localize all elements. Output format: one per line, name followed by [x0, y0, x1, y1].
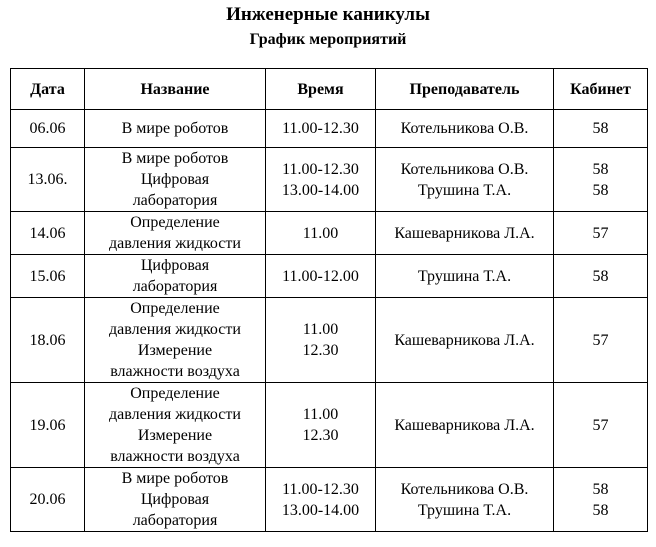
cell-name [85, 148, 266, 212]
cell-date: 15.06 [11, 255, 85, 298]
cell-name-line: Определение [130, 300, 220, 317]
cell-time [266, 255, 376, 298]
cell-room [554, 148, 648, 212]
table-row [11, 255, 648, 298]
cell-room-line: 58 [592, 120, 609, 137]
cell-teacher-line: Кашеварникова Л.А. [394, 224, 535, 242]
cell-name-line: влажности воздуха [110, 448, 240, 465]
cell-name-line: давления жидкости [109, 321, 241, 338]
cell-name-line: Цифровая [140, 257, 210, 274]
cell-name-line: лаборатория [132, 192, 218, 209]
cell-name-line: влажности воздуха [110, 363, 240, 380]
cell-name-line: Измерение [137, 342, 213, 359]
column-header-time: Время [266, 69, 376, 110]
cell-teacher [376, 383, 554, 468]
cell-name-line: давления жидкости [109, 235, 241, 252]
table-row [11, 298, 648, 383]
cell-name [85, 212, 266, 255]
cell-room-line: 57 [592, 416, 609, 434]
cell-name [85, 255, 266, 298]
cell-time-line: 12.30 [302, 342, 339, 359]
cell-room-line: 57 [592, 224, 609, 242]
cell-name-line: В мире роботов [121, 470, 229, 487]
cell-teacher [376, 298, 554, 383]
cell-date: 06.06 [11, 110, 85, 148]
cell-name [85, 468, 266, 532]
cell-room-line: 58 [592, 181, 609, 199]
cell-teacher-line: Кашеварникова Л.А. [394, 331, 535, 349]
cell-date: 20.06 [11, 468, 85, 532]
cell-room-line: 58 [592, 501, 609, 519]
column-header-room: Кабинет [554, 69, 648, 110]
cell-name-line: В мире роботов [121, 150, 229, 167]
cell-teacher-line: Котельникова О.В. [400, 160, 529, 178]
cell-time [266, 468, 376, 532]
cell-time [266, 110, 376, 148]
table-row [11, 468, 648, 532]
cell-name [85, 298, 266, 383]
cell-room-line: 58 [592, 160, 609, 178]
table-row [11, 148, 648, 212]
cell-date: 19.06 [11, 383, 85, 468]
cell-time [266, 298, 376, 383]
cell-name-line: лаборатория [132, 278, 218, 295]
cell-date: 14.06 [11, 212, 85, 255]
cell-time [266, 212, 376, 255]
cell-name-line: давления жидкости [109, 406, 241, 423]
cell-date: 18.06 [11, 298, 85, 383]
cell-teacher-line: Котельникова О.В. [400, 120, 529, 137]
cell-teacher-line: Трушина Т.А. [417, 267, 512, 285]
cell-name-line: Цифровая [140, 171, 210, 188]
cell-name-line: лаборатория [132, 512, 218, 529]
table-row [11, 383, 648, 468]
document-title: Инженерные каникулы [226, 4, 430, 25]
cell-teacher [376, 110, 554, 148]
cell-time-line: 11.00-12.30 [282, 160, 359, 178]
table-row [11, 110, 648, 148]
cell-teacher-line: Кашеварникова Л.А. [394, 416, 535, 434]
column-header-date: Дата [11, 69, 85, 110]
cell-name-line: Определение [130, 385, 220, 402]
cell-time-line: 11.00-12.00 [282, 267, 359, 285]
cell-time-line: 12.30 [302, 427, 339, 444]
cell-time-line: 13.00-14.00 [281, 181, 360, 199]
column-header-teacher: Преподаватель [376, 69, 554, 110]
cell-teacher [376, 148, 554, 212]
cell-room-line: 57 [592, 331, 609, 349]
cell-teacher-line: Котельникова О.В. [400, 480, 529, 498]
cell-time-line: 11.00 [302, 321, 339, 338]
cell-teacher-line: Трушина Т.А. [417, 501, 512, 519]
cell-room [554, 468, 648, 532]
table-header-row [11, 69, 648, 110]
cell-time-line: 11.00-12.30 [282, 120, 359, 137]
cell-room-line: 58 [592, 267, 609, 285]
cell-time-line: 11.00 [302, 224, 339, 242]
cell-teacher [376, 468, 554, 532]
cell-time-line: 13.00-14.00 [281, 501, 360, 519]
cell-teacher [376, 255, 554, 298]
cell-room [554, 212, 648, 255]
cell-teacher [376, 212, 554, 255]
document-subtitle: График мероприятий [249, 31, 407, 48]
cell-date: 13.06. [11, 148, 85, 212]
cell-name [85, 383, 266, 468]
cell-time [266, 148, 376, 212]
schedule-table [10, 68, 648, 532]
cell-name-line: Цифровая [140, 491, 210, 508]
cell-room-line: 58 [592, 480, 609, 498]
cell-name-line: Определение [130, 214, 220, 231]
table-row [11, 212, 648, 255]
cell-time-line: 11.00 [302, 406, 339, 423]
column-header-name: Название [85, 69, 266, 110]
cell-name-line: В мире роботов [121, 120, 229, 137]
cell-name [85, 110, 266, 148]
cell-name-line: Измерение [137, 427, 213, 444]
cell-room [554, 298, 648, 383]
cell-room [554, 255, 648, 298]
cell-teacher-line: Трушина Т.А. [417, 181, 512, 199]
cell-room [554, 383, 648, 468]
cell-room [554, 110, 648, 148]
cell-time-line: 11.00-12.30 [282, 480, 359, 498]
cell-time [266, 383, 376, 468]
